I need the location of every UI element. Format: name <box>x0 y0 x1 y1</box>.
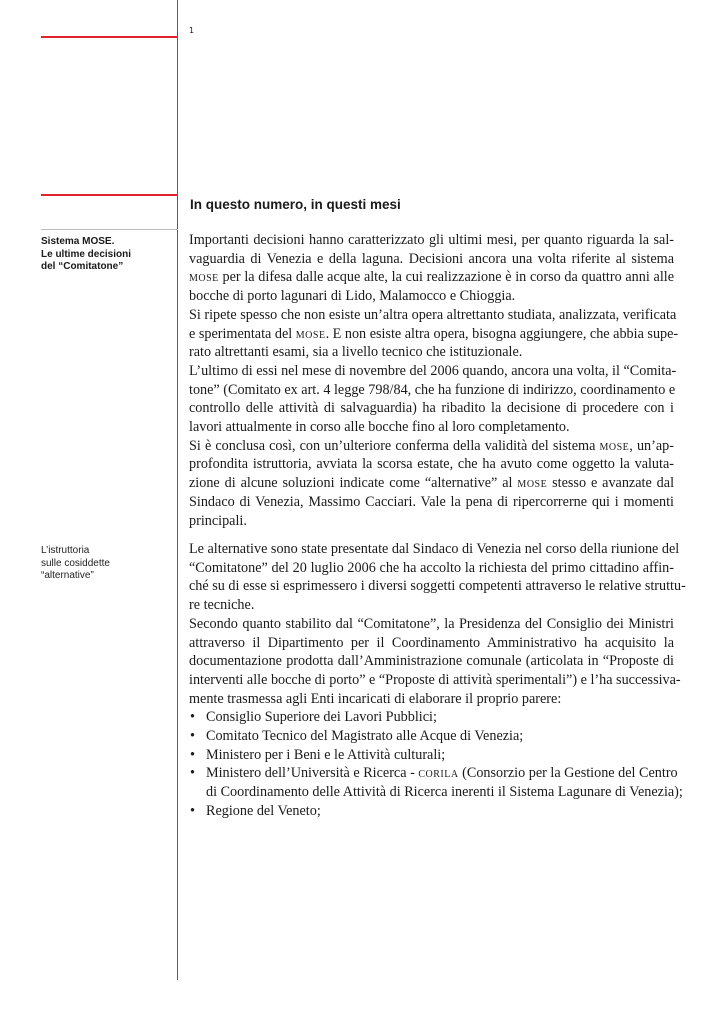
sidebar-note-line: del “Comitatone” <box>41 261 124 272</box>
body-line: principali. <box>189 512 247 529</box>
body-line: Secondo quanto stabilito dal “Comitatone”, la Presidenza del Consiglio dei Ministri <box>189 615 674 632</box>
body-line: ché su di esse si esprimessero i diversi soggetti competenti attraverso le relative struttu- <box>189 578 686 595</box>
sidebar-note-line: Sistema MOSE. <box>41 236 115 247</box>
body-line: Importanti decisioni hanno caratterizzato gli ultimi mesi, per quanto riguarda la sal- <box>189 232 674 248</box>
vertical-red-rule <box>177 0 178 980</box>
body-line: interventi alle bocche di porto” e “Proposte di attività sperimentali”) e l’ha successiva- <box>189 671 681 688</box>
body-line: Si ripete spesso che non esiste un’altra opera altrettanto studiata, analizzata, verificata <box>189 306 677 323</box>
list-item: • Ministero dell’Università e Ricerca - corila (Consorzio per la Gestione del Centro di Coordinamento delle Attività di Ricerca inerenti il Sistema Lagunare di Venezia); <box>189 764 674 801</box>
list-item: • Comitato Tecnico del Magistrato alle Acque di Venezia; <box>189 727 674 746</box>
body-line: attraverso il Dipartimento per il Coordinamento Amministrativo ha acquisito la <box>189 634 674 651</box>
acronym-mose: mose <box>295 325 326 342</box>
body-line: mose per la difesa dalle acque alte, la cui realizzazione è in corso da quattro anni alle <box>189 269 675 286</box>
body-line: L’ultimo di essi nel mese di novembre del 2006 quando, ancora una volta, il “Comita- <box>189 362 677 379</box>
acronym-corila: corila <box>418 765 459 782</box>
sidebar-note-line: sulle cosiddette <box>41 557 110 569</box>
alternatives-text-block <box>189 540 686 821</box>
intro-text-block <box>189 231 679 530</box>
body-line: tone” (Comitato ex art. 4 legge 798/84, che ha funzione di indirizzo, coordinamento e <box>189 381 676 398</box>
body-line: profondita istruttoria, avviata la scorsa estate, che ha avuto come oggetto la valuta- <box>189 456 674 473</box>
body-line: lavori attualmente in corso alle bocche fino al loro completamento. <box>189 419 570 436</box>
list-item: • Ministero per i Beni e le Attività culturali; <box>189 746 674 765</box>
recipient-list <box>189 708 683 820</box>
acronym-mose: mose <box>599 437 630 454</box>
acronym-mose: mose <box>517 475 548 492</box>
section-heading: In questo numero, in questi mesi <box>190 197 401 212</box>
body-line: e sperimentata del mose. E non esiste altra opera, bisogna aggiungere, che abbia supe- <box>189 325 679 342</box>
section-red-rule <box>41 194 178 196</box>
body-line: vaguardia di Venezia e della laguna. Decisioni ancora una volta riferite al sistema <box>189 250 674 267</box>
body-line: documentazione prodotta dall’Amministrazione comunale (articolata in “Proposte di <box>189 653 674 670</box>
sidebar-note-mose <box>41 236 169 274</box>
body-line: Le alternative sono state presentate dal Sindaco di Venezia nel corso della riunione del <box>189 541 680 557</box>
sidebar-note-line: L’istruttoria <box>41 545 90 556</box>
list-item: • Consiglio Superiore dei Lavori Pubblici; <box>189 708 674 727</box>
body-line: controllo delle attività di salvaguardia) ha ribadito la decisione di procedere con i <box>189 400 674 417</box>
sidebar-note-line: “alternative” <box>41 570 94 581</box>
body-line: mente trasmessa agli Enti incaricati di elaborare il proprio parere: <box>189 690 562 707</box>
list-item: • Regione del Veneto; <box>189 802 674 821</box>
body-line: Sindaco di Venezia, Massimo Cacciari. Vale la pena di ripercorrerne qui i momenti <box>189 493 674 510</box>
sidebar-note-line: Le ultime decisioni <box>41 248 132 260</box>
acronym-mose: mose <box>189 269 219 286</box>
sidebar-note-alternatives <box>41 545 169 583</box>
top-red-rule <box>41 36 178 38</box>
sidebar-grey-rule <box>41 229 178 230</box>
body-line: zione di alcune soluzioni indicate come “alternative” al mose stesso e avanzate dal <box>189 475 675 492</box>
body-line: bocche di porto lagunari di Lido, Malamocco e Chioggia. <box>189 288 516 305</box>
body-line: rato altrettanti esami, sia a livello tecnico che istituzionale. <box>189 344 523 361</box>
body-line: “Comitatone” del 20 luglio 2006 che ha accolto la richiesta del primo cittadino affin- <box>189 559 674 576</box>
body-line: Si è conclusa così, con un’ulteriore conferma della validità del sistema mose, un’ap- <box>189 437 674 454</box>
page-number: 1 <box>189 26 195 35</box>
body-line: re tecniche. <box>189 597 255 614</box>
